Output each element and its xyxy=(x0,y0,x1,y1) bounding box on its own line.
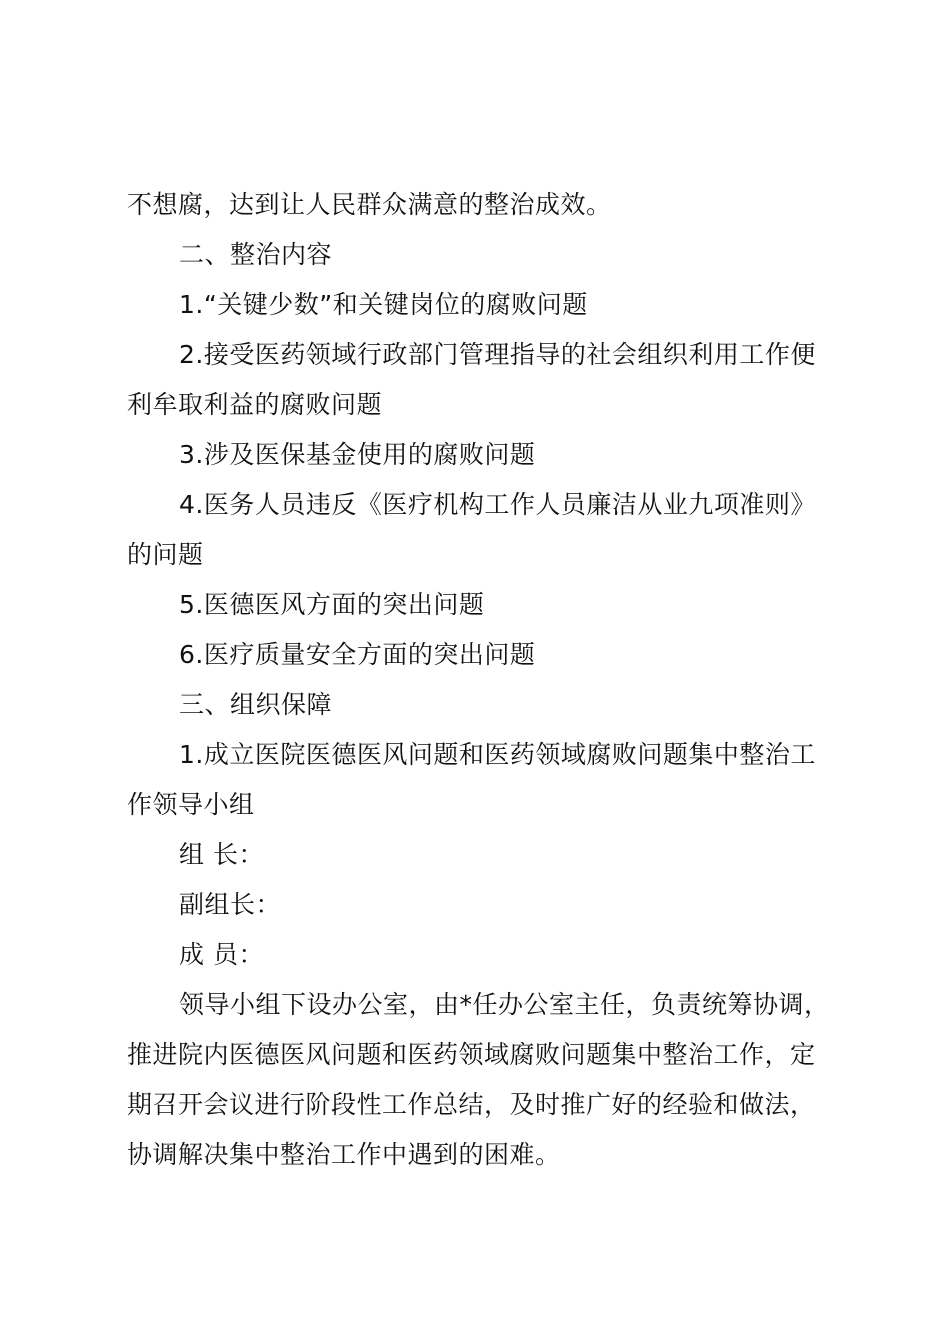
role-line-leader: 组 长： xyxy=(179,840,264,869)
list-item: 1.成立医院医德医风问题和医药领域腐败问题集中整治工 xyxy=(179,740,816,769)
section-heading: 三、组织保障 xyxy=(179,690,333,719)
text-line: 作领导小组 xyxy=(127,790,255,819)
text-line: 不想腐，达到让人民群众满意的整治成效。 xyxy=(127,190,612,219)
list-item: 1.“关键少数”和关键岗位的腐败问题 xyxy=(179,290,588,319)
list-item: 4.医务人员违反《医疗机构工作人员廉洁从业九项准则》 xyxy=(179,490,816,519)
paragraph-line: 领导小组下设办公室，由*任办公室主任，负责统筹协调， xyxy=(179,990,830,1019)
text-line: 利牟取利益的腐败问题 xyxy=(127,390,383,419)
paragraph-line: 期召开会议进行阶段性工作总结，及时推广好的经验和做法， xyxy=(127,1090,816,1119)
list-item: 3.涉及医保基金使用的腐败问题 xyxy=(179,440,536,469)
text-line: 的问题 xyxy=(127,540,204,569)
role-line-deputy: 副组长： xyxy=(179,890,282,919)
document-body xyxy=(127,180,847,1180)
list-item: 6.医疗质量安全方面的突出问题 xyxy=(179,640,536,669)
list-item: 2.接受医药领域行政部门管理指导的社会组织利用工作便 xyxy=(179,340,816,369)
role-line-members: 成 员： xyxy=(179,940,264,969)
section-heading: 二、整治内容 xyxy=(179,240,333,269)
paragraph-line: 推进院内医德医风问题和医药领域腐败问题集中整治工作，定 xyxy=(127,1040,816,1069)
list-item: 5.医德医风方面的突出问题 xyxy=(179,590,485,619)
paragraph-line: 协调解决集中整治工作中遇到的困难。 xyxy=(127,1140,561,1169)
